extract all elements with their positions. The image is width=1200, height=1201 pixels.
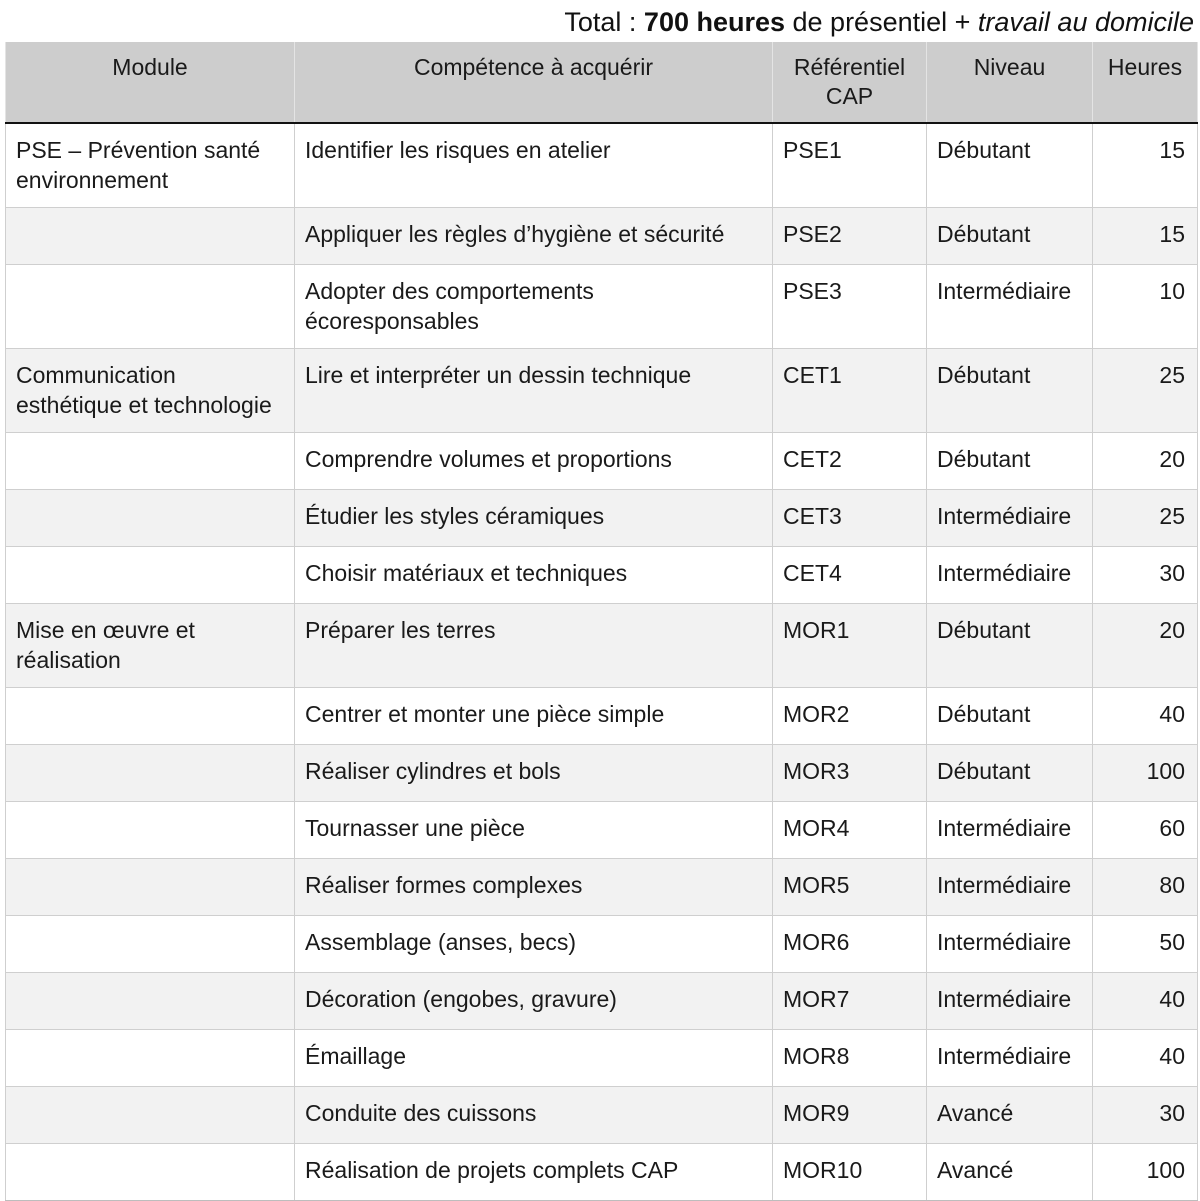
cell-niveau: Débutant bbox=[927, 208, 1093, 265]
cell-competence: Adopter des comportements écoresponsables bbox=[295, 265, 773, 349]
curriculum-table bbox=[5, 42, 1198, 1201]
cell-niveau: Débutant bbox=[927, 123, 1093, 208]
cell-competence: Réaliser formes complexes bbox=[295, 859, 773, 916]
cell-competence: Centrer et monter une pièce simple bbox=[295, 688, 773, 745]
cell-ref: MOR6 bbox=[773, 916, 927, 973]
cell-competence: Assemblage (anses, becs) bbox=[295, 916, 773, 973]
cell-module bbox=[6, 547, 295, 604]
table-row bbox=[6, 349, 1198, 433]
cell-ref: PSE1 bbox=[773, 123, 927, 208]
cell-ref: CET1 bbox=[773, 349, 927, 433]
cell-niveau: Intermédiaire bbox=[927, 916, 1093, 973]
table-row bbox=[6, 973, 1198, 1030]
cell-niveau: Intermédiaire bbox=[927, 265, 1093, 349]
cell-competence: Préparer les terres bbox=[295, 604, 773, 688]
cell-competence: Étudier les styles céramiques bbox=[295, 490, 773, 547]
cell-competence: Tournasser une pièce bbox=[295, 802, 773, 859]
cell-heures: 15 bbox=[1093, 208, 1198, 265]
cell-competence: Appliquer les règles d’hygiène et sécurité bbox=[295, 208, 773, 265]
cell-module bbox=[6, 490, 295, 547]
cell-niveau: Intermédiaire bbox=[927, 547, 1093, 604]
cell-competence: Comprendre volumes et proportions bbox=[295, 433, 773, 490]
table-row bbox=[6, 547, 1198, 604]
cell-module: PSE – Prévention santé environnement bbox=[6, 123, 295, 208]
cell-ref: PSE3 bbox=[773, 265, 927, 349]
cell-heures: 15 bbox=[1093, 123, 1198, 208]
cell-heures: 30 bbox=[1093, 1087, 1198, 1144]
total-prefix: Total : bbox=[564, 7, 644, 37]
cell-heures: 20 bbox=[1093, 433, 1198, 490]
cell-competence: Lire et interpréter un dessin technique bbox=[295, 349, 773, 433]
header-niveau: Niveau bbox=[927, 42, 1093, 123]
cell-ref: MOR7 bbox=[773, 973, 927, 1030]
cell-heures: 50 bbox=[1093, 916, 1198, 973]
cell-niveau: Débutant bbox=[927, 433, 1093, 490]
cell-heures: 20 bbox=[1093, 604, 1198, 688]
cell-module bbox=[6, 1087, 295, 1144]
total-hours: 700 heures bbox=[643, 7, 786, 37]
cell-heures: 40 bbox=[1093, 1030, 1198, 1087]
cell-competence: Conduite des cuissons bbox=[295, 1087, 773, 1144]
cell-niveau: Intermédiaire bbox=[927, 973, 1093, 1030]
cell-heures: 25 bbox=[1093, 349, 1198, 433]
cell-ref: MOR2 bbox=[773, 688, 927, 745]
header-referentiel bbox=[773, 42, 927, 123]
cell-module bbox=[6, 208, 295, 265]
cell-heures: 10 bbox=[1093, 265, 1198, 349]
header-referentiel-line2: CAP bbox=[825, 83, 874, 109]
cell-competence: Réaliser cylindres et bols bbox=[295, 745, 773, 802]
cell-niveau: Intermédiaire bbox=[927, 859, 1093, 916]
cell-module bbox=[6, 745, 295, 802]
cell-niveau: Intermédiaire bbox=[927, 490, 1093, 547]
table-row bbox=[6, 745, 1198, 802]
total-home-work: travail au domicile bbox=[977, 7, 1194, 37]
table-header bbox=[6, 42, 1198, 123]
header-referentiel-line1: Référentiel bbox=[793, 54, 906, 80]
table-row bbox=[6, 859, 1198, 916]
cell-module: Communication esthétique et technologie bbox=[6, 349, 295, 433]
cell-competence: Réalisation de projets complets CAP bbox=[295, 1144, 773, 1201]
table-row bbox=[6, 802, 1198, 859]
cell-niveau: Avancé bbox=[927, 1144, 1093, 1201]
table-row bbox=[6, 265, 1198, 349]
cell-heures: 40 bbox=[1093, 973, 1198, 1030]
cell-niveau: Intermédiaire bbox=[927, 1030, 1093, 1087]
cell-heures: 60 bbox=[1093, 802, 1198, 859]
cell-module bbox=[6, 1030, 295, 1087]
table-row bbox=[6, 916, 1198, 973]
cell-niveau: Débutant bbox=[927, 745, 1093, 802]
table-row bbox=[6, 1087, 1198, 1144]
cell-module bbox=[6, 859, 295, 916]
header-competence: Compétence à acquérir bbox=[295, 42, 773, 123]
table-row bbox=[6, 1144, 1198, 1201]
table-row bbox=[6, 490, 1198, 547]
cell-heures: 30 bbox=[1093, 547, 1198, 604]
cell-ref: MOR4 bbox=[773, 802, 927, 859]
cell-niveau: Débutant bbox=[927, 604, 1093, 688]
cell-ref: MOR8 bbox=[773, 1030, 927, 1087]
total-middle: de présentiel + bbox=[785, 7, 978, 37]
cell-module: Mise en œuvre et réalisation bbox=[6, 604, 295, 688]
table-row bbox=[6, 1030, 1198, 1087]
header-module: Module bbox=[6, 42, 295, 123]
table-row bbox=[6, 208, 1198, 265]
cell-ref: MOR10 bbox=[773, 1144, 927, 1201]
table-row bbox=[6, 604, 1198, 688]
cell-ref: MOR5 bbox=[773, 859, 927, 916]
cell-niveau: Débutant bbox=[927, 349, 1093, 433]
cell-heures: 100 bbox=[1093, 745, 1198, 802]
total-summary bbox=[564, 4, 1194, 40]
cell-ref: CET2 bbox=[773, 433, 927, 490]
cell-niveau: Avancé bbox=[927, 1087, 1093, 1144]
cell-heures: 40 bbox=[1093, 688, 1198, 745]
cell-module bbox=[6, 688, 295, 745]
cell-ref: MOR3 bbox=[773, 745, 927, 802]
cell-module bbox=[6, 802, 295, 859]
cell-niveau: Intermédiaire bbox=[927, 802, 1093, 859]
cell-module bbox=[6, 433, 295, 490]
cell-ref: PSE2 bbox=[773, 208, 927, 265]
cell-ref: CET4 bbox=[773, 547, 927, 604]
cell-competence: Choisir matériaux et techniques bbox=[295, 547, 773, 604]
table-row bbox=[6, 433, 1198, 490]
cell-ref: MOR1 bbox=[773, 604, 927, 688]
cell-module bbox=[6, 973, 295, 1030]
header-heures: Heures bbox=[1093, 42, 1198, 123]
cell-heures: 100 bbox=[1093, 1144, 1198, 1201]
cell-competence: Décoration (engobes, gravure) bbox=[295, 973, 773, 1030]
cell-competence: Émaillage bbox=[295, 1030, 773, 1087]
table-row bbox=[6, 688, 1198, 745]
cell-competence: Identifier les risques en atelier bbox=[295, 123, 773, 208]
cell-module bbox=[6, 916, 295, 973]
table-row bbox=[6, 123, 1198, 208]
cell-heures: 80 bbox=[1093, 859, 1198, 916]
header-row bbox=[6, 42, 1198, 123]
cell-module bbox=[6, 265, 295, 349]
cell-ref: CET3 bbox=[773, 490, 927, 547]
cell-heures: 25 bbox=[1093, 490, 1198, 547]
cell-module bbox=[6, 1144, 295, 1201]
cell-ref: MOR9 bbox=[773, 1087, 927, 1144]
table-body bbox=[6, 123, 1198, 1201]
cell-niveau: Débutant bbox=[927, 688, 1093, 745]
